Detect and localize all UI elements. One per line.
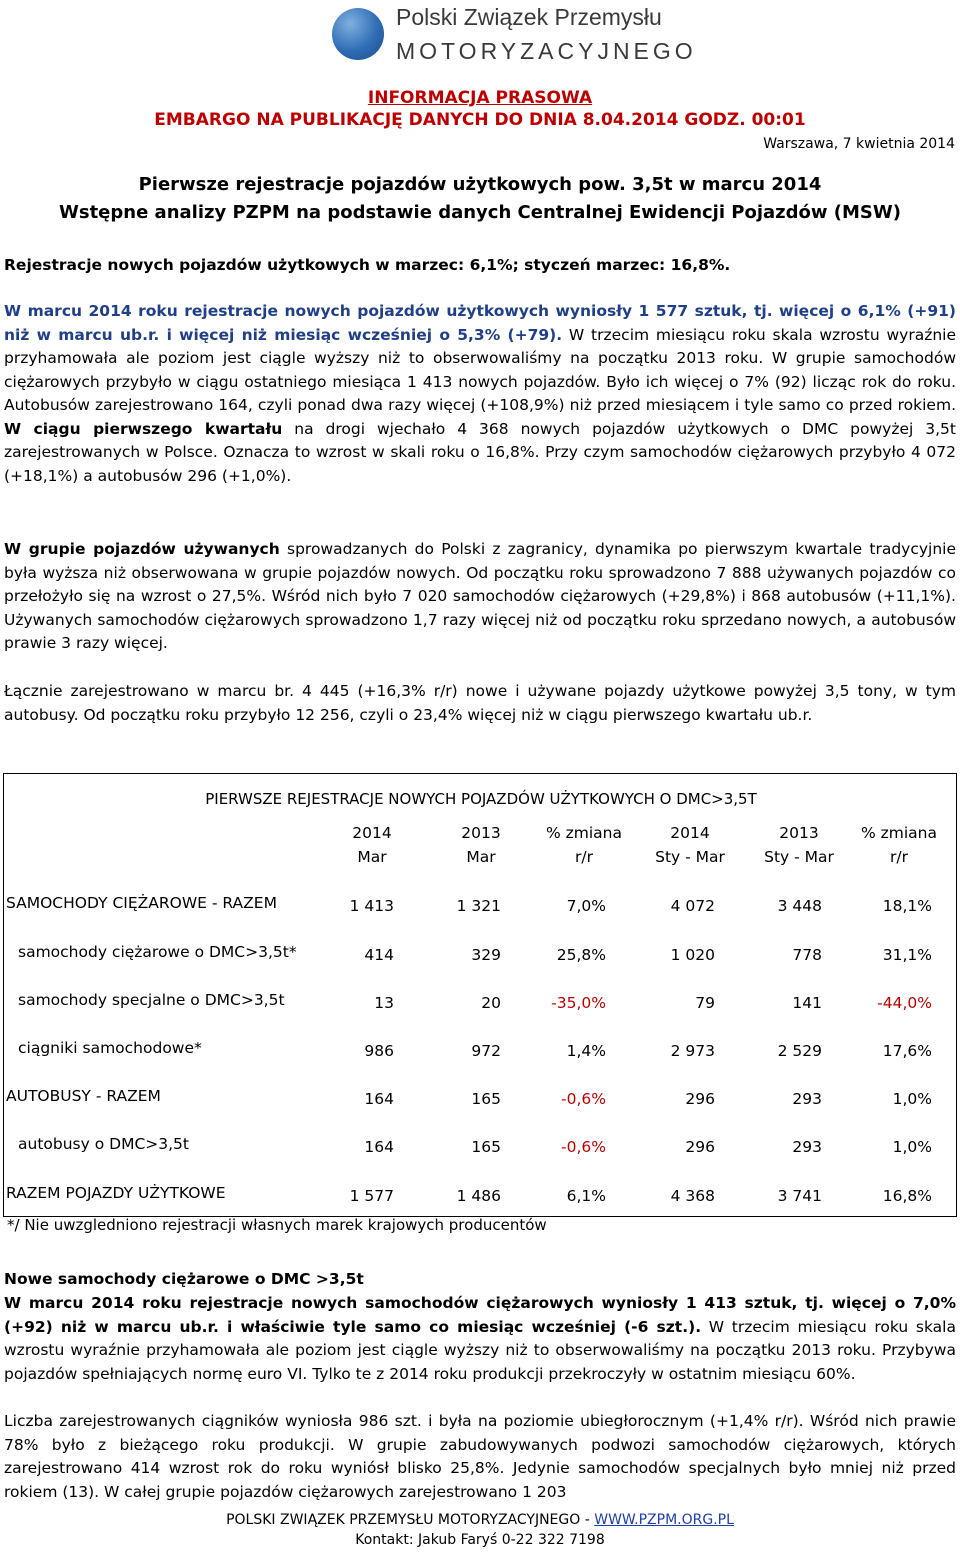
table-header-cell: 2014 [352, 824, 392, 842]
table-header-cell: % zmiana [860, 824, 938, 842]
table-footnote: */ Nie uwzgledniono rejestracji własnych marek krajowych producentów [7, 1216, 547, 1234]
table-header-cell: r/r [890, 848, 908, 866]
paragraph-new-vehicles [4, 300, 956, 488]
table-row-label: samochody ciężarowe o DMC>3,5t* [18, 943, 297, 961]
table-cell: 16,8% [882, 1187, 932, 1205]
paragraph-quarter-text: na drogi wjechało 4 368 nowych pojazdów użytkowych o DMC powyżej 3,5t zarejestrowanych w Polsce. Oznacza to wzrost w skali roku o 16,8%. Przy czym samochodów ciężarowych przybyło 4 072 (+18,1%) a autobusów 296 (+1,0%). [4, 419, 956, 485]
document-title: Pierwsze rejestracje pojazdów użytkowych pow. 3,5t w marcu 2014 [138, 174, 822, 195]
table-row-label: autobusy o DMC>3,5t [18, 1135, 189, 1153]
table-header-cell: r/r [575, 848, 593, 866]
table-cell: -0,6% [561, 1090, 606, 1108]
table-cell: 141 [792, 994, 822, 1012]
table-cell: 329 [471, 946, 501, 964]
pzpm-logo-icon [332, 8, 384, 60]
paragraph-quarter-highlight: W ciągu pierwszego kwartału [4, 419, 283, 438]
table-cell: 1 413 [349, 897, 394, 915]
table-cell: 25,8% [556, 946, 606, 964]
table-cell: 2 529 [777, 1042, 822, 1060]
table-cell: 31,1% [882, 946, 932, 964]
footer-org: POLSKI ZWIĄZEK PRZEMYSŁU MOTORYZACYJNEGO - [226, 1512, 595, 1528]
logo-text-line1: Polski Związek Przemysłu [396, 4, 662, 30]
table-cell: 3 448 [777, 897, 822, 915]
table-cell: 1,4% [566, 1042, 606, 1060]
table-cell: 3 741 [777, 1187, 822, 1205]
paragraph-used-vehicles-text: sprowadzanych do Polski z zagranicy, dynamika po pierwszym kwartale tradycyjnie była wyższa niż obserwowana w grupie pojazdów nowych. Od początku roku sprowadzono 7 888 używanych pojazdów co przełożyło się na wzrost o 27,5%. Wśród nich było 7 020 samochodów ciężarowych (+29,8%) i 868 autobusów (+11,1%). Używanych samochodów ciężarowych sprowadzono 1,7 razy więcej niż od początku roku sprzedano nowych, a autobusów prawie 3 razy więcej. [4, 540, 956, 652]
table-cell: 986 [364, 1042, 394, 1060]
registrations-table [3, 773, 957, 1217]
table-cell: 79 [695, 994, 715, 1012]
table-cell: 13 [374, 994, 394, 1012]
paragraph-used-vehicles [4, 538, 956, 656]
table-cell: 1,0% [892, 1138, 932, 1156]
table-cell: 164 [364, 1138, 394, 1156]
table-cell: -35,0% [551, 994, 606, 1012]
table-cell: 1 577 [349, 1187, 394, 1205]
table-cell: 1,0% [892, 1090, 932, 1108]
table-cell: 2 973 [670, 1042, 715, 1060]
table-cell: 165 [471, 1138, 501, 1156]
table-cell: 296 [685, 1090, 715, 1108]
table-cell: 4 368 [670, 1187, 715, 1205]
table-cell: 293 [792, 1090, 822, 1108]
table-cell: -44,0% [877, 994, 932, 1012]
table-cell: 414 [364, 946, 394, 964]
paragraph-used-vehicles-highlight: W grupie pojazdów używanych [4, 540, 280, 558]
section-heading: Nowe samochody ciężarowe o DMC >3,5t [4, 1270, 364, 1288]
table-header-cell: Mar [357, 848, 387, 866]
table-header-cell: 2013 [779, 824, 819, 842]
table-header-cell: 2013 [461, 824, 501, 842]
document-subtitle: Wstępne analizy PZPM na podstawie danych Centralnej Ewidencji Pojazdów (MSW) [59, 202, 901, 223]
paragraph-totals: Łącznie zarejestrowano w marcu br. 4 445 (+16,3% r/r) nowe i używane pojazdy użytkowe powyżej 3,5 tony, w tym autobusy. Od początku roku przybyło 12 256, czyli o 23,4% więcej niż w ciągu pierwszego kwartału ub.r. [4, 682, 956, 724]
table-cell: 18,1% [882, 897, 932, 915]
table-cell: 7,0% [566, 897, 606, 915]
section-paragraph [4, 1292, 956, 1386]
table-header-cell: 2014 [670, 824, 710, 842]
table-row-label: AUTOBUSY - RAZEM [6, 1087, 161, 1105]
table-cell: 20 [481, 994, 501, 1012]
table-cell: 296 [685, 1138, 715, 1156]
press-title: INFORMACJA PRASOWA [367, 88, 593, 108]
table-cell: 778 [792, 946, 822, 964]
table-cell: 972 [471, 1042, 501, 1060]
logo-text-line2: MOTORYZACYJNEGO [396, 38, 697, 64]
table-cell: 293 [792, 1138, 822, 1156]
footer-website-link[interactable]: WWW.PZPM.ORG.PL [594, 1512, 734, 1528]
paragraph-new-vehicles-text: W trzecim miesiącu roku skala wzrostu wyraźnie przyhamowała ale poziom jest ciągle wyższy niż to obserwowaliśmy na początku 2013 roku. W grupie samochodów ciężarowych przybyło w ciągu ostatniego miesiąca 1 413 nowych pojazdów. Było ich więcej o 7% (92) licząc rok do roku. Autobusów zarejestrowano 164, czyli ponad dwa razy więcej (+108,9%) niż przed miesiącem i tyle samo co przed rokiem. [4, 325, 957, 414]
table-cell: 4 072 [670, 897, 715, 915]
table-header-cell: Sty - Mar [764, 848, 834, 866]
table-header-cell: % zmiana [545, 824, 623, 842]
table-cell: 164 [364, 1090, 394, 1108]
table-cell: 17,6% [882, 1042, 932, 1060]
table-row-label: SAMOCHODY CIĘŻAROWE - RAZEM [6, 894, 277, 912]
table-cell: 165 [471, 1090, 501, 1108]
table-cell: 1 486 [456, 1187, 501, 1205]
table-row-label: RAZEM POJAZDY UŻYTKOWE [6, 1184, 226, 1202]
footer-line1 [0, 1512, 960, 1528]
table-cell: 6,1% [566, 1187, 606, 1205]
table-cell: 1 321 [456, 897, 501, 915]
embargo-notice: EMBARGO NA PUBLIKACJĘ DANYCH DO DNIA 8.04.2014 GODZ. 00:01 [154, 110, 806, 130]
table-cell: 1 020 [670, 946, 715, 964]
table-row-label: samochody specjalne o DMC>3,5t [18, 991, 285, 1009]
section-paragraph-text: W trzecim miesiącu roku skala wzrostu wyraźnie przyhamowała ale poziom jest ciągle wyższy niż to obserwowaliśmy na początku 2013 roku. Przybywa pojazdów spełniających normę euro VI. Tylko te z 2014 roku produkcji przekroczyły w ostatnim miesiącu 60%. [4, 1317, 956, 1383]
table-title: PIERWSZE REJESTRACJE NOWYCH POJAZDÓW UŻYTKOWYCH O DMC>3,5T [205, 790, 757, 808]
table-header-cell: Mar [466, 848, 496, 866]
logo [330, 0, 697, 70]
section-paragraph-2: Liczba zarejestrowanych ciągników wyniosła 986 szt. i była na poziomie ubiegłorocznym (+1,4% r/r). Wśród nich prawie 78% było z bieżącego roku produkcji. W grupie zabudowywanych podwozi samochodów ciężarowych, których zarejestrowano 414 wzrost rok do roku wyniósł blisko 25,8%. Jedynie samochodów specjalnych było mniej niż przed rokiem (13). W całej grupie pojazdów ciężarowych zarejestrowano 1 203 [4, 1412, 956, 1501]
footer-contact: Kontakt: Jakub Faryś 0-22 322 7198 [355, 1532, 605, 1548]
table-header-cell: Sty - Mar [655, 848, 725, 866]
publication-date: Warszawa, 7 kwietnia 2014 [763, 136, 955, 152]
table-row-label: ciągniki samochodowe* [18, 1039, 202, 1057]
section-paragraph-highlight: W marcu 2014 roku rejestracje nowych samochodów ciężarowych wyniosły 1 413 sztuk, tj. więcej o 7,0% (+92) niż w marcu ub.r. i właściwie tyle samo co miesiąc wcześniej (-6 szt.). [4, 1294, 956, 1336]
paragraph-new-vehicles-highlight: W marcu 2014 roku rejestracje nowych pojazdów użytkowych wyniosły 1 577 sztuk, tj. więcej o 6,1% (+91) niż w marcu ub.r. i więcej niż miesiąc wcześniej o 5,3% (+79). [4, 302, 956, 344]
table-cell: -0,6% [561, 1138, 606, 1156]
lead-paragraph: Rejestracje nowych pojazdów użytkowych w marzec: 6,1%; styczeń marzec: 16,8%. [4, 256, 731, 274]
